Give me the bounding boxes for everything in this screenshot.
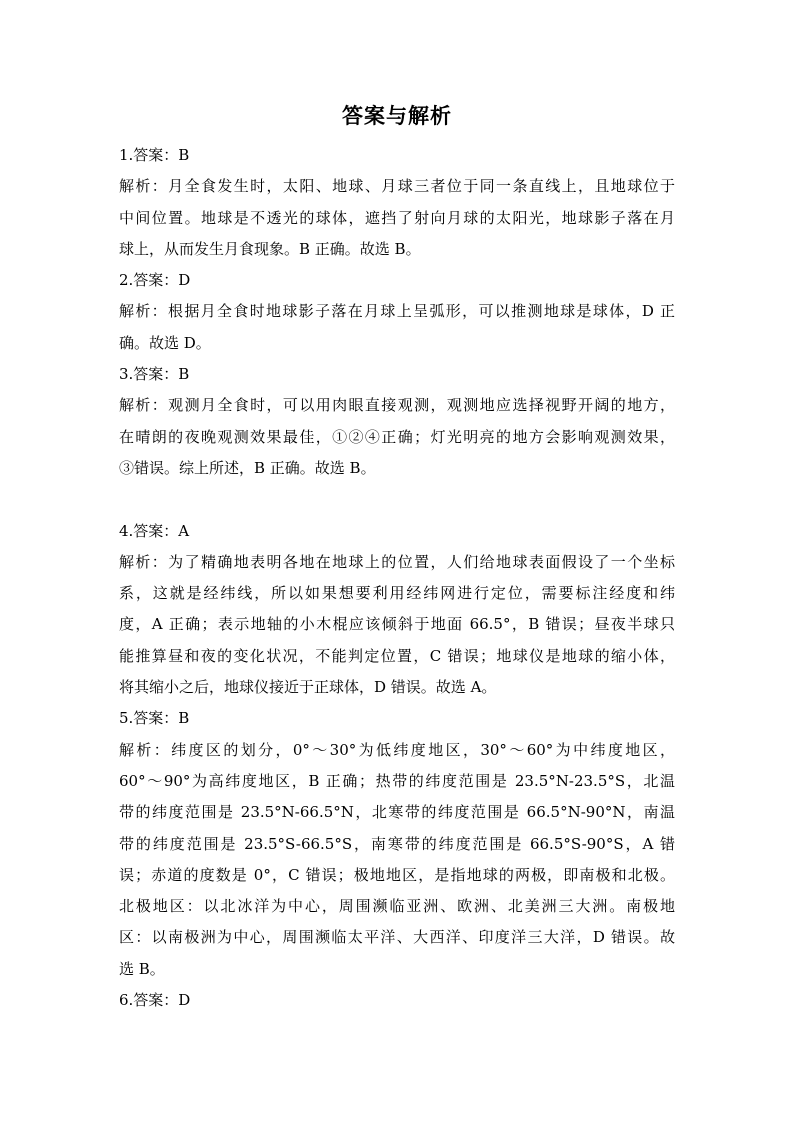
answer-4-explanation-line: 能推算昼和夜的变化状况，不能判定位置，C 错误；地球仪是地球的缩小体，: [119, 646, 675, 665]
answer-4-heading: 4.答案：A: [119, 521, 190, 540]
answer-1-explanation-line: 解析：月全食发生时，太阳、地球、月球三者位于同一条直线上，且地球位于: [119, 177, 675, 196]
answer-3-explanation-line: 解析：观测月全食时，可以用肉眼直接观测，观测地应选择视野开阔的地方，: [119, 396, 675, 415]
answer-3-explanation-line: 在晴朗的夜晚观测效果最佳，①②④正确；灯光明亮的地方会影响观测效果，: [119, 427, 675, 446]
page-title: 答案与解析: [342, 104, 452, 128]
answer-2-heading: 2.答案：D: [119, 271, 191, 290]
answer-3-heading: 3.答案：B: [119, 365, 190, 384]
answer-5-explanation-line: 误；赤道的度数是 0°，C 错误；极地地区，是指地球的两极，即南极和北极。: [119, 865, 675, 884]
answer-5-explanation-line: 60°～90°为高纬度地区，B 正确；热带的纬度范围是 23.5°N-23.5°S，北温: [119, 771, 675, 790]
answer-5-explanation-line: 带的纬度范围是 23.5°N-66.5°N，北寒带的纬度范围是 66.5°N-90°N，南温: [119, 803, 675, 822]
answer-5-explanation-line: 选 B。: [119, 959, 165, 978]
answer-5-explanation-line: 带的纬度范围是 23.5°S-66.5°S，南寒带的纬度范围是 66.5°S-90°S，A 错: [119, 834, 675, 853]
answer-1-explanation-line: 球上，从而发生月食现象。B 正确。故选 B。: [119, 239, 421, 258]
answer-4-explanation-line: 度，A 正确；表示地轴的小木棍应该倾斜于地面 66.5°，B 错误；昼夜半球只: [119, 615, 675, 634]
answer-5-explanation-line: 北极地区：以北冰洋为中心，周围濒临亚洲、欧洲、北美洲三大洲。南极地: [119, 897, 675, 916]
answer-4-explanation-line: 将其缩小之后，地球仪接近于正球体，D 错误。故选 A。: [119, 678, 497, 697]
answer-1-heading: 1.答案：B: [119, 146, 190, 164]
answer-2-explanation-line: 确。故选 D。: [119, 333, 211, 352]
blank-line: [119, 484, 675, 515]
answer-5-heading: 5.答案：B: [119, 709, 190, 728]
answer-3-explanation-line: ③错误。综上所述，B 正确。故选 B。: [119, 458, 376, 477]
answer-5-explanation-line: 解析：纬度区的划分，0°～30°为低纬度地区，30°～60°为中纬度地区，: [119, 740, 675, 759]
answer-2-explanation-line: 解析：根据月全食时地球影子落在月球上呈弧形，可以推测地球是球体，D 正: [119, 302, 675, 321]
answer-content: [119, 140, 675, 1016]
answer-4-explanation-line: 解析：为了精确地表明各地在地球上的位置，人们给地球表面假设了一个坐标: [119, 552, 675, 571]
answer-4-explanation-line: 系，这就是经纬线，所以如果想要利用经纬网进行定位，需要标注经度和纬: [119, 584, 675, 603]
answer-1-explanation-line: 中间位置。地球是不透光的球体，遮挡了射向月球的太阳光，地球影子落在月: [119, 208, 675, 227]
answer-5-explanation-line: 区：以南极洲为中心，周围濒临太平洋、大西洋、印度洋三大洋，D 错误。故: [119, 928, 675, 947]
answer-6-heading: 6.答案：D: [119, 991, 191, 1010]
